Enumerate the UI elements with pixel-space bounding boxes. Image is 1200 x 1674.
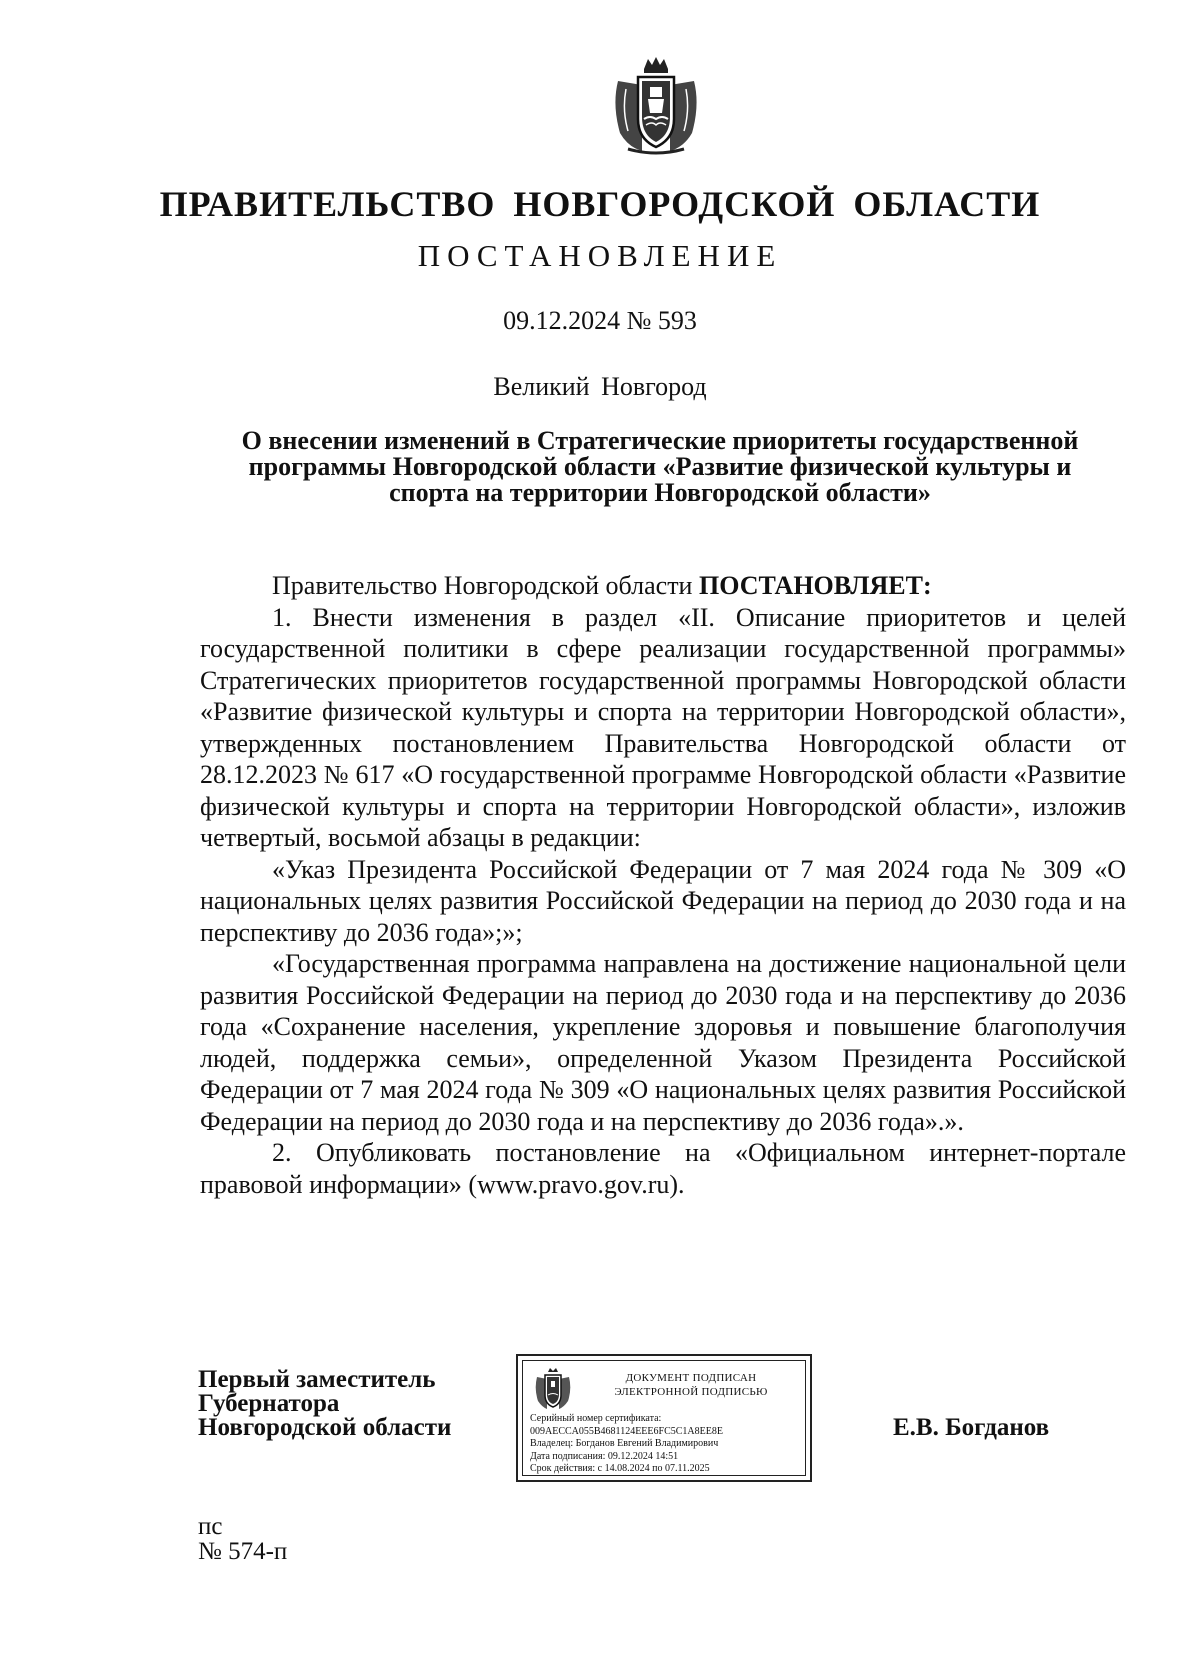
position-line: Первый заместитель [198,1366,436,1393]
stamp-header-line: ЭЛЕКТРОННОЙ ПОДПИСЬЮ [614,1386,768,1398]
body-paragraph: «Указ Президента Российской Федерации от 7 мая 2024 года № 309 «О национальных целях развития Российской Федерации на период до 2030 года и на перспективу до 2036 года»;»; [200,854,1126,947]
document-type: ПОСТАНОВЛЕНИЕ [417,238,783,273]
stamp-owner: Владелец: Богданов Евгений Владимирович [530,1438,719,1450]
stamp-details [530,1413,723,1476]
coat-of-arms-icon [608,55,704,157]
preamble-text: Правительство Новгородской области [272,571,699,600]
signatory-position [198,1368,451,1440]
stamp-cert-number: 009AECCA055B4681124EEE6FC5C1A8EE8E [530,1425,723,1437]
document-footer [198,1514,287,1564]
stamp-signed-at: Дата подписания: 09.12.2024 14:51 [530,1450,679,1462]
body-paragraph: «Государственная программа направлена на достижение национальной цели развития Российской Федерации на период до 2030 года и на перспективу до 2036 года «Сохранение населения, укрепление здоровья и повышение благополучия людей, поддержка семьи», определенной Указом Президента Российской Федерации от 7 мая 2024 года № 309 «О национальных целях развития Российской Федерации на период до 2030 года и на перспективу до 2036 года».». [200,949,1126,1136]
stamp-cert-label: Серийный номер сертификата: [530,1413,662,1424]
position-line: Новгородской области [198,1414,452,1441]
body-paragraph: 1. Внести изменения в раздел «II. Описание приоритетов и целей государственной политики в сфере реализации государственной программы» Стратегических приоритетов государственной программы Новгородской области «Развитие физической культуры и спорта на территории Новгородской области», утвержденных постановлением Правительства Новгородской области от 28.12.2023 № 617 «О государственной программе Новгородской области «Развитие физической культуры и спорта на территории Новгородской области», изложив четвертый, восьмой абзацы в редакции: [200,602,1126,852]
organization-name: ПРАВИТЕЛЬСТВО НОВГОРОДСКОЙ ОБЛАСТИ [159,184,1041,224]
electronic-signature-stamp [516,1354,812,1482]
footer-initials: пс [198,1513,223,1540]
body-paragraph: 2. Опубликовать постановление на «Официальном интернет-портале правовой информации» (www.pravo.gov.ru). [200,1138,1126,1199]
preamble [200,570,1126,602]
document-date-number: 09.12.2024 № 593 [503,306,697,335]
stamp-inner-frame [522,1360,806,1476]
stamp-header [583,1371,799,1399]
stamp-coat-of-arms-icon [533,1367,573,1411]
preamble-bold: ПОСТАНОВЛЯЕТ: [698,571,932,600]
document-city: Великий Новгород [493,372,707,401]
position-line: Губернатора [198,1390,340,1417]
document-title: О внесении изменений в Стратегические приоритеты государственной программы Новгородской области «Развитие физической культуры и спорта на территории Новгородской области» [241,426,1079,507]
signatory-name: Е.В. Богданов [893,1414,1050,1441]
stamp-validity: Срок действия: с 14.08.2024 по 07.11.2025 [530,1463,710,1475]
footer-ref-number: № 574-п [198,1538,288,1565]
document-body [200,570,1126,1200]
stamp-header-line: ДОКУМЕНТ ПОДПИСАН [625,1372,757,1384]
